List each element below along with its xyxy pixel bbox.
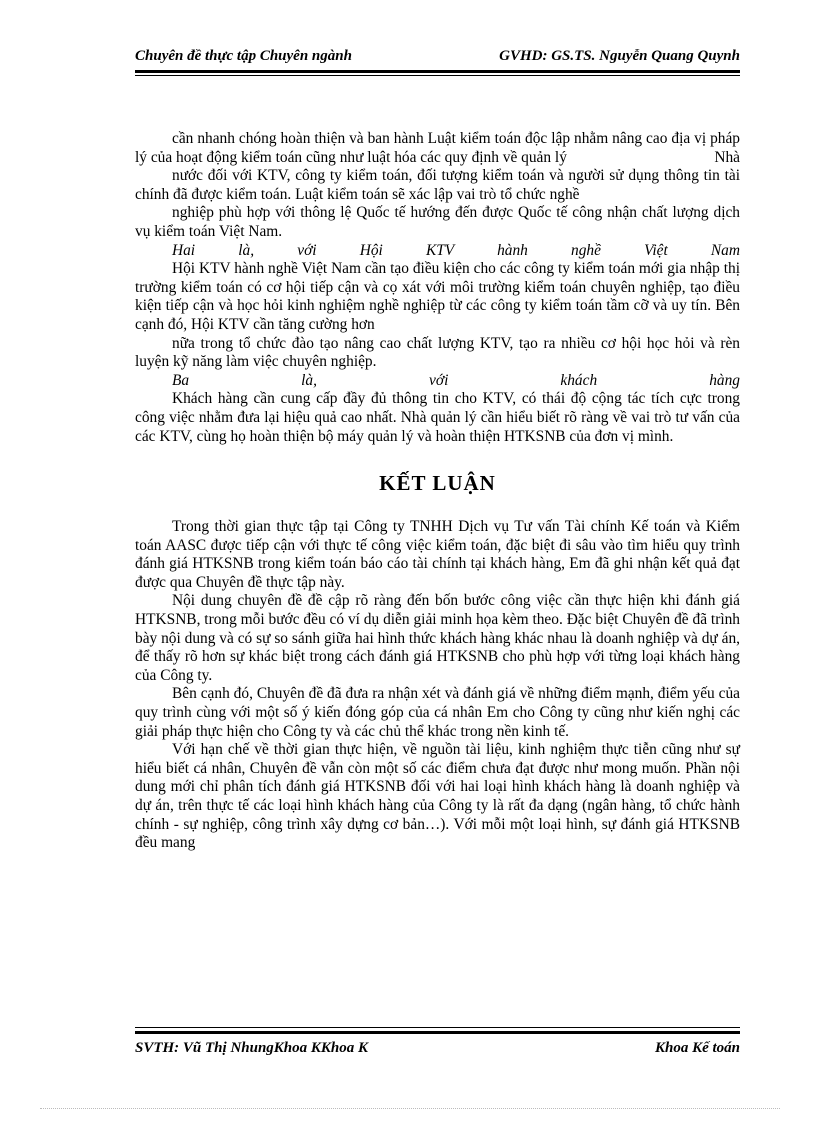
paragraph-fragment: Nhà (714, 148, 740, 166)
footer-student: SVTH: Vũ Thị NhungKhoa KKhoa K (135, 1040, 369, 1056)
section-heading-association: Hai là, với Hội KTV hành nghề Việt Nam (172, 241, 740, 259)
conclusion-title: KẾT LUẬN (379, 471, 496, 496)
document-body (135, 130, 740, 853)
conclusion-paragraph: Trong thời gian thực tập tại Công ty TNHH Dịch vụ Tư vấn Tài chính Kế toán và Kiểm toán AASC được tiếp cận với thực tế công việc kiểm toán, đặc biệt đi sâu vào tìm hiểu quy trình đánh giá HTKSNB trong kiểm toán báo cáo tài chính tại khách hàng, Em đã ghi nhận kết quả đạt được qua Chuyên đề thực tập này. (135, 518, 740, 591)
paragraph: nữa trong tổ chức đào tạo nâng cao chất lượng KTV, tạo ra nhiều cơ hội học hỏi và rèn luyện kỹ năng làm việc chuyên nghiệp. (135, 334, 740, 371)
header-rule-thick (135, 70, 740, 73)
page-header (135, 48, 740, 68)
footer-rule-thick (135, 1031, 740, 1034)
footer-faculty: Khoa Kế toán (654, 1040, 740, 1056)
paragraph: nước đối với KTV, công ty kiểm toán, đối tượng kiểm toán và người sử dụng thông tin tài chính đã được kiểm toán. Luật kiểm toán sẽ xác lập vai trò tổ chức nghề (135, 167, 740, 203)
paragraph: nghiệp phù hợp với thông lệ Quốc tế hướng đến được Quốc tế công nhận chất lượng dịch vụ kiểm toán Việt Nam. (135, 204, 740, 240)
conclusion-paragraph: Nội dung chuyên đề đề cập rõ ràng đến bốn bước công việc cần thực hiện khi đánh giá HTKSNB, trong mỗi bước đều có ví dụ diễn giải minh họa kèm theo. Đặc biệt Chuyên đề đã trình bày nội dung và có sự so sánh giữa hai hình thức khách hàng khác nhau là doanh nghiệp và dự án, để thấy rõ hơn sự khác biệt trong cách đánh giá HTKSNB cho phù hợp với từng loại khách hàng của Công ty. (135, 592, 740, 684)
paragraph: cần nhanh chóng hoàn thiện và ban hành Luật kiểm toán độc lập nhằm nâng cao địa vị pháp lý của hoạt động kiểm toán cũng như luật hóa các quy định về quản lý (135, 130, 740, 166)
header-course-title: Chuyên đề thực tập Chuyên ngành (135, 48, 352, 64)
conclusion-paragraph: Bên cạnh đó, Chuyên đề đã đưa ra nhận xét và đánh giá về những điểm mạnh, điểm yếu của quy trình cùng với một số ý kiến đóng góp của cá nhân Em cho Công ty cũng như kiến nghị các giải pháp thực hiện cho Công ty và các chủ thể khác trong nền kinh tế. (135, 685, 740, 740)
section-heading-clients: Ba là, với khách hàng (172, 371, 740, 389)
page-footer (135, 1040, 740, 1060)
paragraph: Hội KTV hành nghề Việt Nam cần tạo điều kiện cho các công ty kiểm toán mới gia nhập thị trường kiểm toán có cơ hội tiếp cận và cọ xát với môi trường kiểm toán chuyên nghiệp, tạo điều kiện tiếp cận và học hỏi kinh nghiệm nghề nghiệp từ các công ty kiểm toán tầm cỡ và uy tín. Bên cạnh đó, Hội KTV cần tăng cường hơn (135, 260, 740, 333)
paragraph: Khách hàng cần cung cấp đầy đủ thông tin cho KTV, có thái độ cộng tác tích cực trong công việc nhằm đưa lại hiệu quả cao nhất. Nhà quản lý cần hiểu biết rõ ràng về vai trò tư vấn của các KTV, cùng họ hoàn thiện bộ máy quản lý và hoàn thiện HTKSNB của đơn vị mình. (135, 390, 740, 445)
conclusion-paragraph: Với hạn chế về thời gian thực hiện, về nguồn tài liệu, kinh nghiệm thực tiễn cũng như sự hiểu biết cá nhân, Chuyên đề vẫn còn một số các điểm chưa đạt được như mong muốn. Phần nội dung mới chỉ phân tích đánh giá HTKSNB đối với hai loại hình khách hàng là doanh nghiệp và dự án, trên thực tế các loại hình khách hàng của Công ty là rất đa dạng (ngân hàng, tổ chức hành chính - sự nghiệp, công trình xây dựng cơ bản…). Với mỗi một loại hình, sự đánh giá HTKSNB đều mang (135, 741, 740, 852)
footer-rule-thin (135, 1027, 740, 1028)
header-rule-thin (135, 75, 740, 76)
page-bottom-divider (40, 1108, 780, 1109)
header-supervisor: GVHD: GS.TS. Nguyễn Quang Quynh (499, 48, 740, 64)
